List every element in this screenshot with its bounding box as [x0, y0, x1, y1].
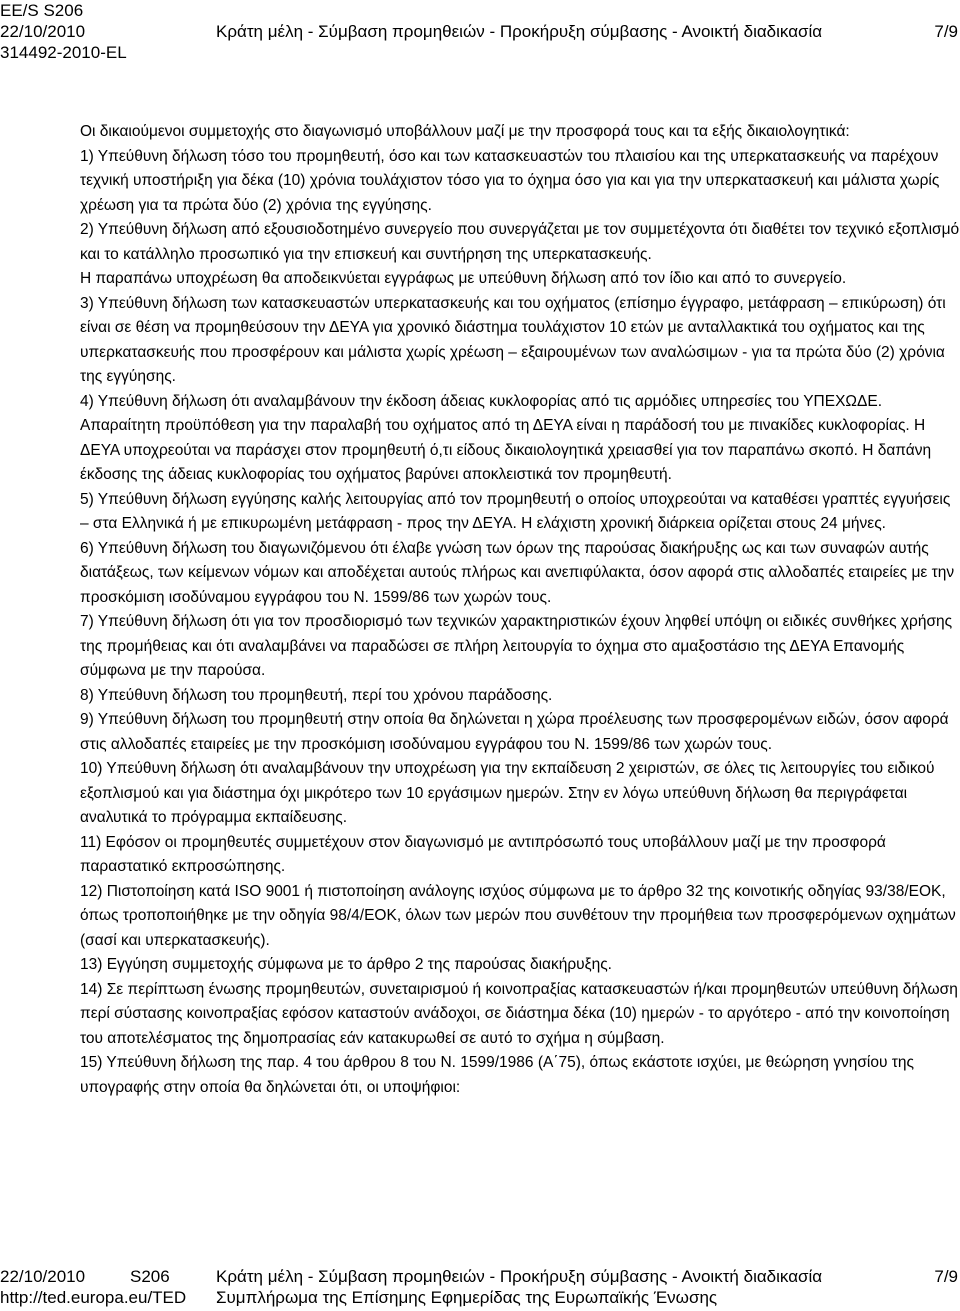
item-1: 1) Υπεύθυνη δήλωση τόσο του προμηθευτή, όσο και των κατασκευαστών του πλαισίου και της υπερκατασκευής να παρέχουν τεχνική υποστήριξη για δέκα (10) χρόνια τουλάχιστον τόσο για το όχημα όσο για και για την υπερκατασκευή και μάλιστα χωρίς χρέωση για τα πρώτα δύο (2) χρόνια της εγγύησης. — [80, 147, 940, 214]
header-title: Κράτη μέλη - Σύμβαση προμηθειών - Προκήρυξη σύμβασης - Ανοικτή διαδικασία — [216, 22, 823, 41]
item-9: 9) Υπεύθυνη δήλωση του προμηθευτή στην οποία θα δηλώνεται η χώρα προέλευσης των προσφερομένων ειδών, όσον αφορά στις αλλοδαπές εταιρείες με την προσκόμιση ισοδύναμου εγγράφου του Ν. 1599/86 των χωρών τους. — [80, 711, 949, 753]
item-10: 10) Υπεύθυνη δήλωση ότι αναλαμβάνουν την υποχρέωση για την εκπαίδευση 2 χειριστών, σε όλες τις λειτουργίες του ειδικού εξοπλισμού και για διάστημα όχι μικρότερο των 10 εργάσιμων ημερών. Στην εν λόγω υπεύθυνη δήλωση θα περιγράφεται αναλυτικά το πρόγραμμα εκπαίδευσης. — [80, 760, 935, 826]
footer-code: S206 — [130, 1267, 170, 1286]
item-14: 14) Σε περίπτωση ένωσης προμηθευτών, συνεταιρισμού ή κοινοπραξίας κατασκευαστών ή/και προμηθευτών υπεύθυνη δήλωση περί σύστασης κοινοπραξίας εφόσον καταστούν ανάδοχοι, σε διάστημα δέκα (10) ημερών - το αργότερο - από την κοινοποίηση του αποτελέσματος της δημοπρασίας εάν κατακυρωθεί σε αυτό το σχήμα η σύμβαση. — [80, 980, 958, 1047]
item-4: 4) Υπεύθυνη δήλωση ότι αναλαμβάνουν την έκδοση άδειας κυκλοφορίας από τις αρμόδιες υπηρεσίες του ΥΠΕΧΩΔΕ. Απαραίτητη προϋπόθεση για την παραλαβή του οχήματος από τη ΔΕΥΑ είναι η παράδοσή του με πινακίδες κυκλοφορίας. Η ΔΕΥΑ υποχρεούται να παράσχει στον προμηθευτή ό,τι είδους δικαιολογητικά χρειασθεί για τον παραπάνω σκοπό. Η δαπάνη έκδοσης της άδειας κυκλοφορίας του οχήματος βαρύνει αποκλειστικά τον προμηθευτή. — [80, 392, 932, 483]
item-7: 7) Υπεύθυνη δήλωση ότι για τον προσδιορισμό των τεχνικών χαρακτηριστικών έχουν ληφθεί υπόψη οι ειδικές συνθήκες χρήσης της προμήθειας και ότι αναλαμβάνει να παραδώσει σε πλήρη λειτουργία το όχημα στο αμαξοστάσιο της ΔΕΥΑ Επανομής σύμφωνα με την παρούσα. — [80, 613, 953, 679]
item-13: 13) Εγγύηση συμμετοχής σύμφωνα με το άρθρο 2 της παρούσας διακήρυξης. — [80, 956, 612, 973]
page-header — [0, 0, 960, 63]
intro-paragraph: Οι δικαιούμενοι συμμετοχής στο διαγωνισμό υποβάλλουν μαζί με την προσφορά τους και τα εξής δικαιολογητικά: — [80, 123, 850, 140]
footer-date: 22/10/2010 — [0, 1267, 86, 1286]
item-15: 15) Υπεύθυνη δήλωση της παρ. 4 του άρθρου 8 του Ν. 1599/1986 (Α΄75), όπως εκάστοτε ισχύει, με θεώρηση γνησίου της υπογραφής στην οποία θα δηλώνεται ότι, οι υποψήφιοι: — [80, 1054, 914, 1096]
header-date: 22/10/2010 — [0, 22, 86, 41]
item-2-note: Η παραπάνω υποχρέωση θα αποδεικνύεται εγγράφως με υπεύθυνη δήλωση από τον ίδιο και από το συνεργείο. — [80, 270, 847, 287]
item-12: 12) Πιστοποίηση κατά ISO 9001 ή πιστοποίηση ανάλογης ισχύος σύμφωνα με το άρθρο 32 της κοινοτικής οδηγίας 93/38/ΕΟΚ, όπως τροποποιήθηκε με την οδηγία 98/4/ΕΟΚ, όλων των μερών που συνθέτουν την προμήθεια των προσφερόμενων οχημάτων (σασί και υπερκατασκευής). — [80, 882, 956, 949]
doc-id: EE/S S206 — [0, 1, 84, 20]
header-page-number: 7/9 — [934, 22, 958, 41]
item-8: 8) Υπεύθυνη δήλωση του προμηθευτή, περί του χρόνου παράδοσης. — [80, 686, 553, 704]
item-3: 3) Υπεύθυνη δήλωση των κατασκευαστών υπερκατασκευής και του οχήματος (επίσημο έγγραφο, μετάφραση – επικύρωση) ότι είναι σε θέση να προμηθεύσουν την ΔΕΥΑ για χρονικό διάστημα τουλάχιστον 10 ετών με ανταλλακτικά του οχήματος και της υπερκατασκευής που προσφέρουν και μάλιστα χωρίς χρέωση – εξαιρουμένων των αναλώσιμων - για τα πρώτα δύο (2) χρόνια της εγγύησης. — [80, 294, 946, 385]
footer-subtitle: Συμπλήρωμα της Επίσημης Εφημερίδας της Ευρωπαϊκής Ένωσης — [216, 1288, 718, 1307]
document-body — [80, 120, 960, 1100]
item-2: 2) Υπεύθυνη δήλωση από εξουσιοδοτημένο συνεργείο που συνεργάζεται με τον συμμετέχοντα ότι διαθέτει τον τεχνικό εξοπλισμό και το κατάλληλο προσωπικό για την επισκευή και συντήρηση της υπερκατασκευής. — [80, 221, 960, 263]
footer-url: http://ted.europa.eu/TED — [0, 1288, 187, 1307]
header-ref: 314492-2010-EL — [0, 43, 127, 62]
page-footer — [0, 1266, 960, 1308]
item-5: 5) Υπεύθυνη δήλωση εγγύησης καλής λειτουργίας από τον προμηθευτή ο οποίος υποχρεούται να καταθέσει γραπτές εγγυήσεις – στα Ελληνικά ή με επικυρωμένη μετάφραση - προς την ΔΕΥΑ. Η ελάχιστη χρονική διάρκεια ορίζεται στους 24 μήνες. — [80, 490, 951, 532]
item-6: 6) Υπεύθυνη δήλωση του διαγωνιζόμενου ότι έλαβε γνώση των όρων της παρούσας διακήρυξης ως και των συναφών αυτής διατάξεως, των κείμενων νόμων και αποδέχεται αυτούς πλήρως και ανεπιφύλακτα, όσον αφορά στις αλλοδαπές εταιρείες με την προσκόμιση ισοδύναμου εγγράφου του Ν. 1599/86 των χωρών τους. — [80, 539, 955, 606]
footer-page-number: 7/9 — [934, 1267, 958, 1286]
footer-title: Κράτη μέλη - Σύμβαση προμηθειών - Προκήρυξη σύμβασης - Ανοικτή διαδικασία — [216, 1267, 823, 1286]
item-11: 11) Εφόσον οι προμηθευτές συμμετέχουν στον διαγωνισμό με αντιπρόσωπό τους υποβάλλουν μαζί με την προσφορά παραστατικό εκπροσώπησης. — [80, 833, 886, 875]
